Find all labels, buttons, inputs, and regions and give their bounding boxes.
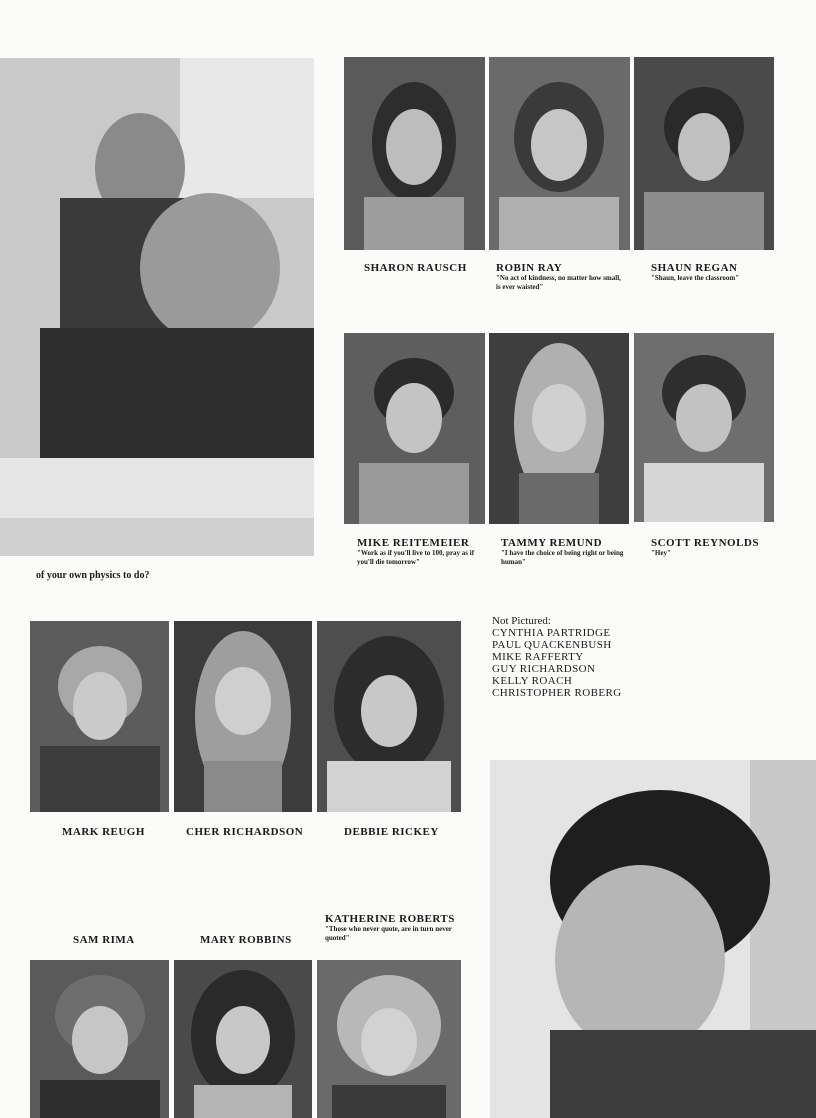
portrait-photo	[317, 621, 461, 812]
portrait-name: ROBIN RAY	[496, 262, 563, 274]
portrait-photo	[489, 57, 630, 250]
not-pictured-name: CHRISTOPHER ROBERG	[492, 687, 622, 699]
candid-photo-student	[490, 760, 816, 1118]
portrait-name: SAM RIMA	[73, 934, 135, 946]
portrait-quote: "Those who never quote, are in turn never quoted"	[325, 925, 452, 942]
portrait-photo	[634, 57, 774, 250]
portrait-quote: "Shaun, leave the classroom"	[651, 274, 740, 282]
portrait-quote: "I have the choice of being right or being human"	[501, 549, 624, 566]
portrait-photo	[344, 333, 485, 524]
portrait-name: SHARON RAUSCH	[364, 262, 467, 274]
not-pictured-name: GUY RICHARDSON	[492, 663, 596, 675]
not-pictured-name: CYNTHIA PARTRIDGE	[492, 627, 611, 639]
not-pictured-list	[492, 627, 622, 699]
portrait-name: SCOTT REYNOLDS	[651, 537, 759, 549]
not-pictured-name: PAUL QUACKENBUSH	[492, 639, 612, 651]
portrait-quote: "No act of kindness, no matter how small, is ever waisted"	[496, 274, 621, 291]
portrait-name: TAMMY REMUND	[501, 537, 603, 549]
portrait-name: KATHERINE ROBERTS	[325, 913, 455, 925]
portrait-photo	[174, 960, 312, 1118]
portrait-photo	[174, 621, 312, 812]
portrait-photo	[317, 960, 461, 1118]
portrait-photo	[634, 333, 774, 522]
portrait-name: CHER RICHARDSON	[186, 826, 304, 838]
candid-caption: of your own physics to do?	[36, 570, 150, 581]
portrait-photo	[489, 333, 629, 524]
portrait-name: MARK REUGH	[62, 826, 145, 838]
portrait-name: SHAUN REGAN	[651, 262, 738, 274]
portrait-quote: "Work as if you'll live to 100, pray as if you'll die tomorrow"	[357, 549, 475, 566]
portrait-name: DEBBIE RICKEY	[344, 826, 439, 838]
not-pictured-name: KELLY ROACH	[492, 675, 573, 687]
candid-photo-classroom	[0, 58, 314, 556]
portrait-name: MIKE REITEMEIER	[357, 537, 470, 549]
not-pictured-name: MIKE RAFFERTY	[492, 651, 584, 663]
portrait-photo	[344, 57, 485, 250]
portrait-name: MARY ROBBINS	[200, 934, 292, 946]
portrait-quote: "Hey"	[651, 549, 671, 557]
portrait-photo	[30, 621, 169, 812]
not-pictured-heading: Not Pictured:	[492, 615, 551, 627]
portrait-photo	[30, 960, 169, 1118]
